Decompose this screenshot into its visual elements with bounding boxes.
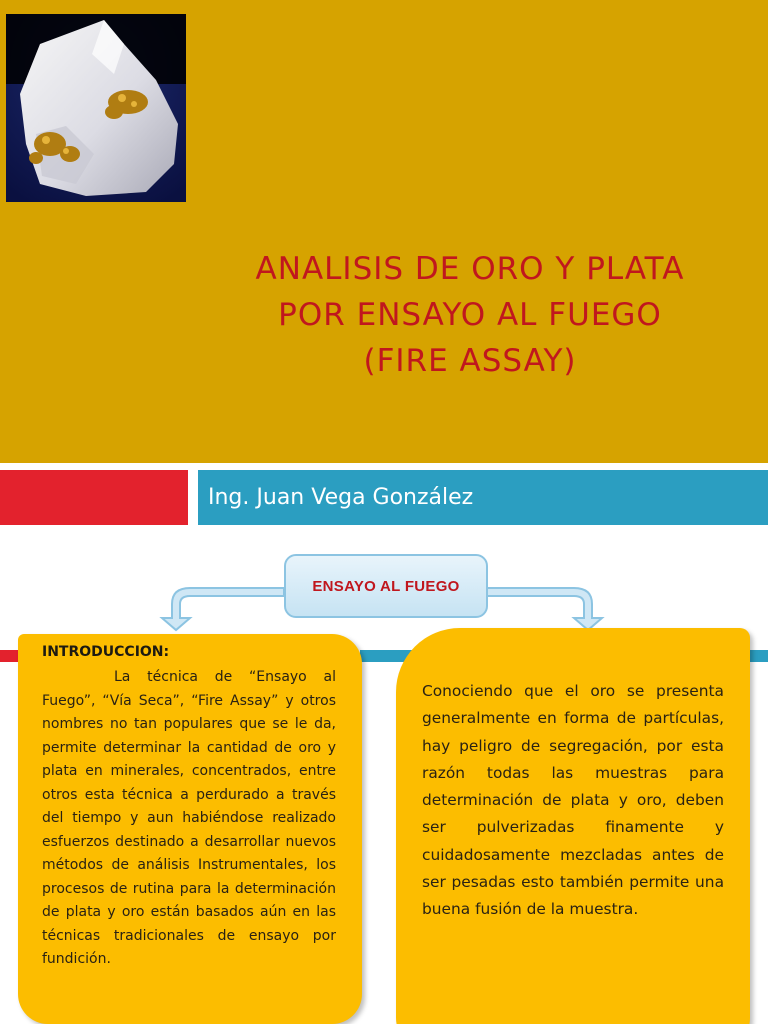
author-name: Ing. Juan Vega González [208,485,474,510]
title-slide [0,0,768,463]
intro-card [18,634,362,1024]
section-header [284,554,488,618]
intro-heading: INTRODUCCION: [42,644,170,660]
info-card [396,628,750,1024]
gold-ore-photo-icon [6,14,186,202]
section-header-label: ENSAYO AL FUEGO [312,577,460,595]
red-accent-bar [0,470,188,525]
intro-text: La técnica de “Ensayo al Fuego”, “Vía Seca”, “Fire Assay” y otros nombres no tan populares que se le da, permite determinar la cantidad de oro y plata en minerales, concentrados, entre otros esta técnica a perdurado a través del tiempo y aun habiéndose realizado esfuerzos destinado a desarrollar nuevos métodos de análisis Instrumentales, los procesos de rutina para la determinación de plata y oro están basados aún en las técnicas tradicionales de ensayo por fundición. [42,669,336,967]
slide-title: ANALISIS DE ORO Y PLATA POR ENSAYO AL FUEGO (FIRE ASSAY) [255,251,685,379]
right-arrow [486,588,602,630]
left-arrow [162,588,284,630]
info-text: Conociendo que el oro se presenta generalmente en forma de partículas, hay peligro de segregación, por esta razón todas las muestras para determinación de plata y oro, deben ser pulverizadas finamente y cuidadosamente mezcladas antes de ser pesadas esto también permite una buena fusión de la muestra. [422,682,724,919]
